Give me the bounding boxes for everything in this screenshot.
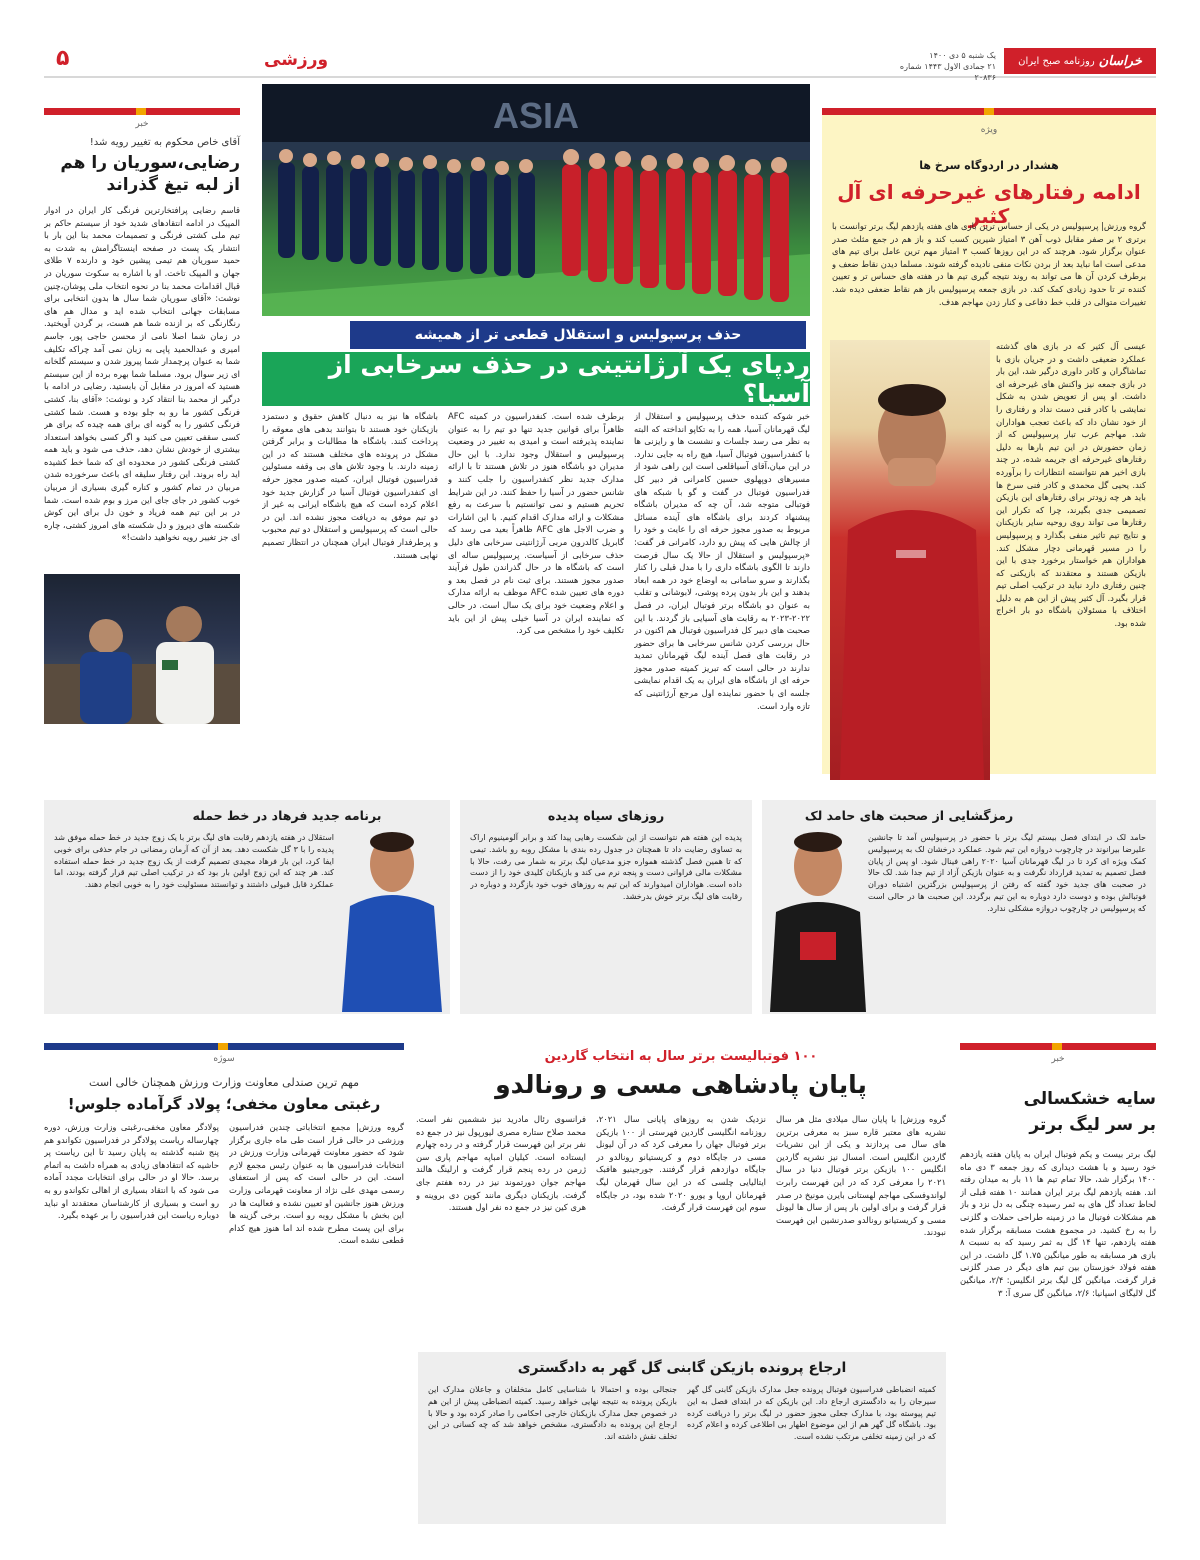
story-title[interactable]: رغبتی معاون مخفی؛ پولاد گرآماده جلوس! (67, 1095, 381, 1113)
box-column-2: جنجالی بوده و احتمالا با شناسایی کامل متخلفان و جاعلان مدارک این بازیکن پرونده به نتیجه نهایی خواهد رسید. کمیته انضباطی پیش از این هم در خصوص جعل مدارک بازیکنان خارجی احکامی را صادر کرده بود و حالا با ارجاع این پرونده به دادگستری، مشخص خواهد شد که چه کسانی در این تخلف نقش داشته اند. (428, 1385, 677, 1442)
story-overline: مهم ترین صندلی معاونت وزارت ورزش همچنان خالی است (89, 1076, 359, 1089)
story-overline: ۱۰۰ فوتبالیست برتر سال به انتخاب گاردین (544, 1049, 818, 1064)
strip-body: استقلال در هفته یازدهم رقابت های لیگ برتر با یک زوج جدید در خط حمله موفق شد پدیده را با ۳ گل شکست دهد. بعد از آن که آرمان رمضانی در جام حذفی برای خوبی ایفا کرد، این بار فرهاد مجیدی تصمیم گرفت از یک زوج جدید در خط حمله استفاده کند. هر چند که این زوج اولین بار بود که در ترکیب اصلی تیم قرار گرفته بودند، اما عملکرد قابل قبولی داشتند و توانستند مسئولیت خود را به خوبی انجام دهند. (54, 833, 334, 890)
date-line-2: ۲۱ جمادی الاول ۱۴۴۳ شماره ۲۰۸۳۶ (899, 62, 996, 82)
page-number: ۵ (56, 46, 70, 71)
strip-photo[interactable] (766, 822, 870, 1012)
player-photo-icon (830, 340, 990, 780)
date-line-1: یک شنبه ۵ دی ۱۴۰۰ (929, 51, 996, 60)
rule-accent-icon (136, 108, 146, 115)
story-body: قاسم رضایی پرافتخارترین فرنگی کار ایران در ادوار المپیک در ادامه انتقادهای شدید خود از سیستم حاکم بر تیم ملی کشتی فرنگی و تصمیمات محمد بنا این بار با انتشار یک پست در صفحه اینستاگرامش به شدت به حمید سوریان هم تیمی پیشین خود و دارنده ۷ طلای جهان و المپیک تاخت. او با اشاره به سکوت سوریان در قبال اقدامات محمد بنا در نحوه انتخاب ملی پوشان،چنین نوشت: «آقای سوریان شما سال ها بدون انتخابی برای مسابقات جهانی انتخاب شده اید و مدال هم های رنگارنگی که بر ازنده شما هم هست، بر گردن آویختید. در زمان شما اصلا نامی از محسن حاجی پور، جاسم امیری و عبدالحمید پاپی به زبان نمی آمد چراکه تکلیف شما به عنوان پرچمدار شما پیروز شدن و سیستم گلخانه ای زیر سوال برود. مسلما شما بهره برده از این سیستم هستید که امروز در مقابل آن بابستید. رضایی در ادامه با درگیر از محمد بنا انتقاد کرد و نوشت: «آقای بنا، کشتی فرنگی کشور ما رو به جلو بوده و هست. شما کشتی فرنگی کشور را به گونه ای برای همه چیده که برای هر کسی سقفی تعیین می کنید و اگر کسی بخواهد استعداد بیشتری از خودش نشان دهد، حذف می شود و باید همه کشتی فرنگی کشور در محدوده ای که شما خط کشیده اید راه بروند. این رفتار سلیقه ای باعث سرخورده شدن مربیان در تمام کشور و کناره گیری بسیاری از مربیان خوب کشور در جای جای این مرز و بوم شده است. شما در بر این تیم همه فریاد و خون دل برای این کوش شکسته های دیروز و دل شکسته های امروز کشتی، چاره ای جز تغییر رویه نخواهید داشت!» (44, 205, 240, 543)
strip-body: حامد لک در ابتدای فصل بیستم لیگ برتر با حضور در پرسپولیس آمد تا جانشین علیرضا بیرانوند در چارچوب دروازه این تیم شود. عملکرد درخشان لک به پرسپولیس کمک ویژه ای کرد تا در لیگ قهرمانان آسیا ۲۰۲۰ راهی فینال شود. او پس از پایان فصل تصمیم به تمدید قرارداد نگرفت و به عنوان بازیکن آزاد از تیم جدا شد. لک حالا در صحبت های جدید خود گفته که رفتن از پرسپولیس بزرگترین اشتباه دوران فوتبالش بوده و دوست دارد دوباره به این تیم برگردد. این صحبت ها در حالی است که پرسپولیس در چارچوب دروازه مشکلی ندارد. (868, 833, 1146, 913)
left-story (44, 108, 240, 724)
story-overline: آقای خاص محکوم به تغییر رویه شد! (89, 137, 240, 148)
section-rule (44, 108, 240, 115)
section-title: ورزشی (264, 50, 329, 70)
story-column-1: گروه ورزش| مجمع انتخاباتی چندین فدراسیون ورزشی در حالی قرار است طی ماه جاری برگزار شود که حضور معاونت قهرمانی وزارت ورزش در انتخابات فدراسیون ها به عنوان رئیس مجمع لازم است. این در حالی است که پس از استعفای رسمی مهدی علی نژاد از معاونت قهرمانی وزارت ورزش هنوز جانشین او تعیین نشده و فعالیت ها در این بخش با مشکل روبه رو است. برخی گزینه ها برای این پست مطرح شده اند اما هنوز هیچ کدام قطعی نشده است. (229, 1122, 404, 1246)
main-story-column-2: برطرف شده است. کنفدراسیون در کمیته AFC ظاهراً برای قوانین جدید تنها دو تیم را به عنوان نماینده پذیرفته است و امیدی به تغییر در وضعیت پرسپولیس و استقلال وجود ندارد. با این حال مدیران دو باشگاه هنوز در تلاش هستند تا با ارائه مدارک جدید نظر کنفدراسیون را جلب کنند و شانس حضور در آسیا را حفظ کنند. در این شرایط تحریم هستیم و نمی توانستیم با سرعت به رفع مشکلات و ارائه مدارک اقدام کنیم. با این اشارات و ضرب الاجل های AFC ظاهراً بعید می رسد که گابریل کالدرون مربی آرژانتینی سرخابی های دلیل حذف سرخابی از آسیاست. پرسپولیس ساله ای است که باشگاه ها در حال گذراندن طول فرآیند صدور مجوز هستند. برای ثبت نام در فصل بعد و دوره های تعیین شده AFC موظف به ارائه مدارک و اعلام وضعیت خود برای یک سال است. در حالی که نماینده ایران در آسیا خیلی پیش از این باید تکلیف خود را مشخص می کرد. (448, 411, 624, 636)
story-title[interactable]: پایان پادشاهی مسی و رونالدو (495, 1070, 867, 1099)
box-title[interactable]: ارجاع پرونده بازیکن گابنی گل گهر به دادگستری (517, 1360, 847, 1376)
strip-title[interactable]: روزهای سیاه پدیده (547, 808, 665, 823)
rule-accent-icon (984, 108, 994, 115)
brand-logo[interactable] (1004, 48, 1156, 74)
main-story-column-1: خبر شوکه کننده حذف پرسپولیس و استقلال از لیگ قهرمانان آسیا، همه را به تکاپو انداخته که البته به نظر می رسد جلسات و نشست ها و رایزنی ها با کنفدراسیون فوتبال آسیا، هیچ راه به جایی ندارد. در این میان،آقای آسیاقلعی است این راهی شود از مسیرهای دوپهلوی حسین کامرانی فر دبیر کل فدراسیون فوتبال در گفت و گو با شبکه های فوتبالی متوجه شد، آن چه که مدیران باشگاه پیشنهاد کردند برای باشگاه های آینده مسائل مربوط به صدور مجوز حرفه ای را عایت و خود را از چالش هایی که پیش رو دارد، کامرانی فر گفت: «پرسپولیس و استقلال از حالا یک سال فرصت دارند تا الگوی باشگاه داری را با مدل قبلی را کنار بگذارند و سرو سامانی به اوضاع خود در همه ابعاد بدهند و این بار بدون پرده پوشی، لابوشانی و تقلب به عنوان دو باشگاه برتر فوتبال ایران، در فصل ۲۰۲۲-۲۰۲۳ به رقابت های آسیایی باز گردند. با این صحبت های دبیر کل فدراسیون فوتبال هم اکنون در حال بررسی کردن شانس سرخابی ها برای حضور در رقابت های فصل آینده لیگ قهرمانان تمدید ندارند در حالی است که تبریز کمیته صدور مجوز حرفه ای از باشگاه های ایران به یک اقدام نمایشی جلسه ای با حضور نماینده اول مرجع آرژانتینی که تازه وارد است. (634, 411, 810, 711)
strip-title[interactable]: رمزگشایی از صحبت های حامد لک (804, 808, 1014, 823)
rule-accent-icon (1052, 1043, 1062, 1050)
story-column-1: گروه ورزش| با پایان سال میلادی مثل هر سال نشریه های معتبر قاره سبز به معرفی برترین های سال می پردازند و یکی از این نشریات گاردین انگلیس است. امسال نیز نشریه گاردین انگلیس ۱۰۰ بازیکن برتر فوتبال دنیا در سال ۲۰۲۱ را معرفی کرد که در این فهرست رابرت لواندوفسکی مهاجم لهستانی بایرن مونیخ در صدر قرار گرفت و برای اولین بار پس از سال ها لیونل مسی و کریستیانو رونالدو صدرنشین این فهرست نبودند. (776, 1114, 946, 1238)
story-photo[interactable] (830, 340, 990, 780)
svg-text:ASIA: ASIA (492, 95, 580, 136)
bottom-left-story (44, 1043, 404, 1523)
hero-photo[interactable] (262, 84, 810, 316)
story-column-2: پولادگر معاون مخفی،رغبتی وزارت ورزش، دوره چهارساله ریاست پولادگر در فدراسیون تکواندو هم پنج شنبه گذشته به پایان رسید تا این ریاست پر حاشیه که انتقادهای زیادی به همراه داشت به اتمام برسد. حالا او در حالی برای انتخابات مجدد آماده می شود که با انتقاد بسیاری از اهالی تکواندو رو به رو است و بسیاری از کارشناسان معتقدند او نباید دوباره ریاست این فدراسیون را بر عهده بگیرد. (44, 1122, 219, 1221)
story-lead: گروه ورزش| پرسپولیس در یکی از حساس ترین بازی های هفته یازدهم لیگ برتر توانست با برتری ۲ بر صفر مقابل ذوب آهن ۳ امتیاز شیرین کسب کند و باز هم در جمع مثلث صدر عنوان برگزار شود. هرچند که در این روزها کسب ۳ امتیاز مهم ترین عامل برای تیم های مدعی است اما نباید بعد از بردن نکات منفی نادیده گرفته شوند. مسلما دیدن نقاط ضعف و برطرف کردن آن ها می تواند به روند نتیجه گیری تیم ها در هفته های حساس تر و تعیین کننده تر تا حدود زیادی کمک کند. در بازی جمعه پرسپولیس باز هم نقاط ضعفی دیده شد. تغییرات متوالی در قلب خط دفاعی و کنار زدن مهاجم هدف. (832, 221, 1146, 307)
striker-photo-icon (338, 822, 446, 1012)
story-photo[interactable] (44, 574, 240, 724)
story-overline: هشدار در اردوگاه سرخ ها (919, 159, 1059, 172)
brand-tagline: روزنامه صبح ایران (1018, 55, 1095, 67)
featured-story (822, 108, 1156, 774)
strip-story-lak (762, 800, 1156, 1014)
main-story-column-3: باشگاه ها نیز به دنبال کاهش حقوق و دستمزد بازیکنان خود هستند تا بتوانند بدهی های معوقه را پرداخت کنند. باشگاه ها مطالبات و برابر گرفتن مشکل در پرونده های مختلف هستند که در این زمینه دارند. با وجود تلاش های بی وقفه مسئولین فدراسیون فوتبال ایران، کمیته صدور مجوز حرفه ای کنفدراسیون فوتبال آسیا در گزارش جدید خود اعلام کرده است که هیچ باشگاه ایرانی به غیر از دو تیم موفق به دریافت مجوز نشده اند. این در حالی است که پرسپولیس و استقلال دو تیم محبوب و پرطرفدار فوتبال ایران همچنان در انتظار تصمیم نهایی هستند. (262, 411, 438, 560)
bottom-center-box (418, 1352, 946, 1524)
story-kicker: خبر (135, 119, 149, 129)
story-kicker: سوژه (213, 1054, 235, 1064)
strip-photo[interactable] (338, 822, 446, 1012)
main-headline[interactable]: ردپای یک آرژانتینی در حذف سرخابی از آسیا؟ (262, 352, 810, 406)
strip-story-farhad (44, 800, 450, 1014)
strip-title[interactable]: برنامه جدید فرهاد در خط حمله (192, 808, 382, 823)
story-body: عیسی آل کثیر که در بازی های گذشته عملکرد ضعیفی داشت و در جریان بازی با تماشاگران و کادر داوری درگیر شد، این بار در بازی جمعه نیز واکنش های غیرحرفه ای داشت. او پس از تعویض شدن به شکل نمایشی با کادر فنی دست نداد و رفتاری را از خود نشان داد که باعث تعجب هواداران شد. مهاجم عرب تبار پرسپولیس که از زمان حضورش در این تیم بارها به دلیل رفتارهای غیرحرفه ای جریمه شده، در چند بازی اخیر هم نتوانسته انتظارات را برآورده کند. یحیی گل محمدی و کادر فنی سرخ ها باید هر چه زودتر برای رفتارهای این بازیکن تصمیمی جدی بگیرند، چرا که تکرار این رفتارها می تواند روی روحیه سایر بازیکنان و نتایج تیم تاثیر منفی بگذارد و پرسپولیس را در مسیر قهرمانی دچار مشکل کند. هواداران هم خواستار برخورد جدی با این بازیکن هستند و معتقدند که بازیکنی که چنین رفتاری دارد نباید در ترکیب اصلی تیم قرار بگیرد. آل کثیر پیش از این هم به دلیل اختلاف با مسئولان باشگاه دو بار اخراج شده بود. (996, 341, 1146, 629)
title-line-2: از لبه تیغ گذراند (106, 175, 240, 195)
bottom-center-story (416, 1043, 946, 1347)
logo-wordmark: خراسان (1098, 53, 1142, 69)
story-column-3: فرانسوی رئال مادرید نیز ششمین نفر است. محمد صلاح ستاره مصری لیورپول نیز در جمع ده نفر برتر این فهرست قرار گرفته و در رده چهارم ایستاده است. کیلیان امباپه مهاجم پاری سن ژرمن در رده پنجم قرار گرفت و ارلینگ هالند مهاجم جوان دورتموند نیز در رده هفتم جای گرفت. بازیکنان دیگری مانند کوین دی بروینه و هری کین نیز در جمع ده نفر اول هستند. (416, 1114, 586, 1213)
story-title[interactable] (44, 152, 240, 196)
section-rule (960, 1043, 1156, 1050)
story-column-2: نزدیک شدن به روزهای پایانی سال ۲۰۲۱، روزنامه انگلیسی گاردین فهرستی از ۱۰۰ بازیکن برتر فوتبال جهان را معرفی کرد که در آن لیونل مسی در جایگاه دوم و کریستیانو رونالدو در جایگاه دوازدهم قرار گرفتند. جورجینیو هافبک ایتالیایی چلسی که در این سال قهرمان لیگ قهرمانان اروپا و یورو ۲۰۲۰ شده بود، در جایگاه سوم این فهرست قرار گرفت. (596, 1114, 766, 1213)
team-lineup-photo-icon (262, 84, 810, 316)
story-title[interactable] (960, 1086, 1156, 1138)
issue-date (876, 50, 996, 83)
title-line-2: بر سر لیگ برتر (1029, 1115, 1156, 1135)
box-column-1: کمیته انضباطی فدراسیون فوتبال پرونده جعل مدارک بازیکن گابنی گل گهر سیرجان را به دادگستری ارجاع داد. این بازیکن که در ابتدای فصل به این تیم پیوسته بود، با مدارک جعلی مجوز حضور در لیگ برتر را دریافت کرده بود. باشگاه گل گهر هم از این موضوع اظهار بی اطلاعی کرده و اعلام کرده که در این زمینه تخلفی مرتکب نشده است. (687, 1385, 936, 1442)
masthead (44, 44, 1156, 82)
main-story-body (262, 410, 810, 768)
story-body: لیگ برتر بیست و یکم فوتبال ایران به پایان هفته یازدهم خود رسید و با هشت دیداری که روز جمعه ۳ دی ماه ۱۴۰۰ برگزار شد، حالا تمام تیم ها ۱۱ بار به میدان رفته اند. هفته یازدهم لیگ برتر ایران همانند ۱۰ هفته قبلی از لحاظ تعداد گل های به ثمر رسیده چنگی به دل نزد و باز هم مشکلات فوتبال ما در زمینه طراحی حملات و گلزنی را به رخ کشید. در مجموع هشت مسابقه برگزار شده هفته یازدهم، تنها ۱۴ گل به ثمر رسید که به نسبت ۸ بازی هر مسابقه به طور میانگین ۱.۷۵ گل داشت. در این هفته فولاد خوزستان بین تیم های دیگر در صدر گلزنی قرار گرفت. میانگین گل لیگ برتر انگلیس: ۲/۴، میانگین گل لالیگای اسپانیا: ۲/۶، میانگین گل سری آ: ۳ (960, 1149, 1156, 1298)
story-title[interactable]: ادامه رفتارهای غیرحرفه ای آل کثیر (837, 180, 1141, 228)
story-kicker: ویژه (980, 125, 998, 135)
wrestlers-photo-icon (44, 574, 240, 724)
goalkeeper-photo-icon (766, 822, 870, 1012)
rule-accent-icon (218, 1043, 228, 1050)
strip-story-padideh (460, 800, 752, 1014)
bottom-right-story (960, 1043, 1156, 1523)
headline-kicker: حذف پرسپولیس و استقلال قطعی تر از همیشه (350, 321, 806, 349)
title-line-1: سایه خشکسالی (1023, 1089, 1156, 1109)
strip-body: پدیده این هفته هم نتوانست از این شکست رهایی پیدا کند و برابر آلومینیوم اراک به تساوی رضایت داد تا همچنان در جدول رده بندی با مشکل روبه رو باشد. تیمی که تا همین فصل گذشته همواره جزو مدعیان لیگ برتر به شمار می رفت، حالا با مشکلات مالی فراوانی دست و پنجه نرم می کند و بازیکنان کلیدی خود را از دست داده است. هواداران امیدوارند که این تیم به روزهای خوب خود بازگردد و دوباره در رقابت های لیگ برتر خوش بدرخشد. (470, 833, 742, 901)
title-line-1: رضایی،سوریان را هم (60, 153, 240, 173)
section-rule (822, 108, 1156, 115)
story-kicker: خبر (1051, 1054, 1065, 1064)
section-rule (44, 1043, 404, 1050)
